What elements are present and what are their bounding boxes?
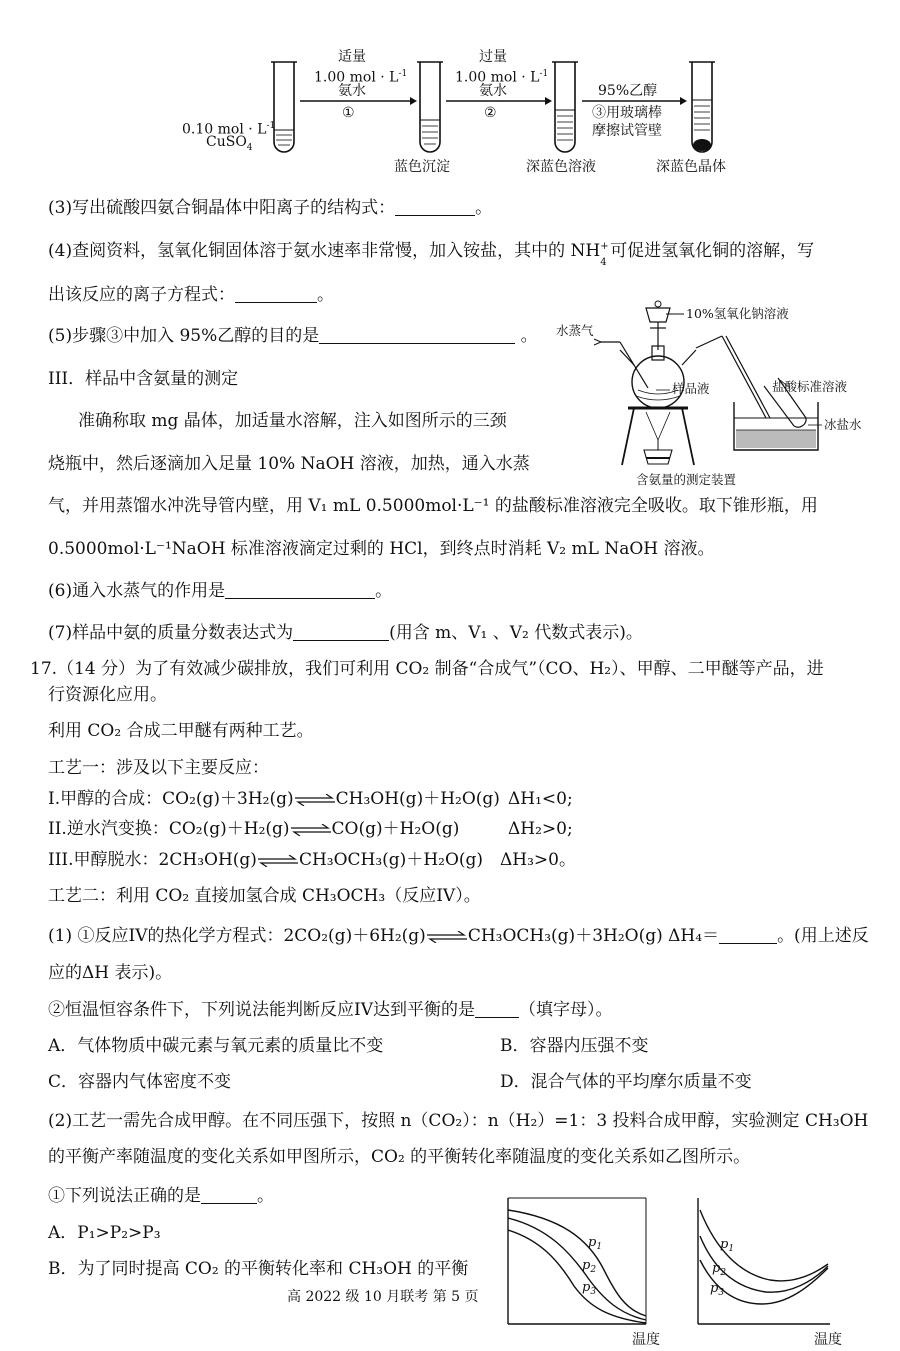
process-2-title: 工艺二：利用 CO₂ 直接加氢合成 CH₃OCH₃（反应IV）。 — [48, 886, 481, 906]
start-solute: CuSO$_4$ — [206, 134, 253, 153]
x-axis-label: 温度 — [632, 1332, 660, 1348]
answer-blank[interactable] — [719, 927, 777, 944]
step3-line2: 摩擦试管壁 — [592, 123, 662, 139]
reaction-3-dh: ΔH₃>0。 — [500, 850, 576, 870]
chart-yi — [690, 1190, 860, 1350]
ice-bath — [734, 402, 818, 450]
question-2-option-a: A．P₁>P₂>P₃ — [48, 1223, 161, 1243]
paragraph-line-c: 气，并用蒸馏水冲洗导管内壁，用 V₁ mL 0.5000mol·L⁻¹ 的盐酸标准溶液完全吸收。取下锥形瓶，用 — [48, 496, 818, 516]
option-a: A．气体物质中碳元素与氧元素的质量比不变 — [48, 1036, 384, 1056]
apparatus-caption: 含氨量的测定装置 — [636, 472, 737, 487]
reaction-2-dh: ΔH₂>0; — [508, 819, 573, 839]
tube-3 — [552, 62, 578, 152]
step3-top: 95%乙醇 — [598, 83, 658, 99]
tube-4 — [689, 62, 715, 152]
paragraph-line-a: 准确称取 mg 晶体，加适量水溶解，注入如图所示的三颈 — [78, 411, 507, 431]
label-steam: 水蒸气 — [556, 323, 594, 338]
label-sample: 样品液 — [672, 381, 710, 396]
question-2-line2: 的平衡产率随温度的变化关系如甲图所示，CO₂ 的平衡转化率随温度的变化关系如乙图所示。 — [48, 1147, 751, 1167]
equilibrium-arrow — [294, 794, 336, 806]
question-3: (3)写出硫酸四氨合铜晶体中阳离子的结构式： 。 — [48, 198, 493, 218]
equilibrium-arrow — [290, 824, 332, 836]
tube2-label: 蓝色沉淀 — [394, 159, 450, 175]
question-4-line1: (4)查阅资料，氢氧化铜固体溶于氨水速率非常慢，加入铵盐，其中的 NH + 4 可促进氢氧化铜的溶解，写 — [48, 241, 815, 268]
axes — [508, 1198, 646, 1324]
outlet-tube — [696, 336, 770, 418]
reaction-1: I.甲醇的合成：CO₂(g)＋3H₂(g) CH₃OH(g)＋H₂O(g) — [48, 789, 500, 809]
page-footer: 高 2022 级 10 月联考 第 5 页 — [287, 1289, 479, 1305]
option-b: B．容器内压强不变 — [500, 1036, 649, 1056]
question-1-1: (1) ①反应IV的热化学方程式：2CO₂(g)＋6H₂(g) CH₃OCH₃(g)＋3H₂O(g) ΔH₄＝ 。(用上述反 — [48, 926, 869, 946]
step1-number: ① — [342, 105, 355, 121]
chart-jia — [500, 1190, 670, 1350]
legend-p3: $p_3$ — [710, 1281, 725, 1298]
legend-p2: $p_2$ — [712, 1261, 727, 1278]
label-hcl: 盐酸标准溶液 — [772, 379, 848, 394]
question-4-line2: 出该反应的离子方程式： 。 — [48, 285, 334, 305]
answer-blank[interactable] — [395, 199, 475, 216]
legend-p1: $p_1$ — [588, 1235, 603, 1252]
answer-blank[interactable] — [201, 1187, 257, 1204]
answer-blank[interactable] — [293, 624, 389, 641]
answer-blank[interactable] — [225, 582, 375, 599]
question-17-line1: 17.（14 分）为了有效减少碳排放，我们可利用 CO₂ 制备“合成气”（CO、H₂）、甲醇、二甲醚等产品，进 — [30, 659, 824, 679]
label-ice: 冰盐水 — [824, 417, 862, 432]
question-2-line1: (2)工艺一需先合成甲醇。在不同压强下，按照 n（CO₂）：n（H₂）=1：3 投料合成甲醇，实验测定 CH₃OH — [48, 1111, 869, 1131]
process-1-title: 工艺一：涉及以下主要反应： — [48, 758, 269, 778]
reaction-1-dh: ΔH₁<0; — [508, 789, 573, 809]
reaction-3: III.甲醇脱水：2CH₃OH(g) CH₃OCH₃(g)＋H₂O(g) — [48, 850, 484, 870]
section-3-title: III．样品中含氨量的测定 — [48, 369, 239, 389]
ring-stand — [622, 408, 694, 465]
answer-blank[interactable] — [319, 327, 515, 344]
step2-top: 过量 — [479, 49, 507, 65]
step2-number: ② — [484, 105, 497, 121]
step2-reagent: 氨水 — [479, 83, 507, 99]
start-concentration: 0.10 mol · $L^{-1}$ — [182, 121, 276, 138]
step1-top: 适量 — [338, 49, 366, 65]
tube3-label: 深蓝色溶液 — [526, 159, 596, 175]
curve-p3 — [508, 1230, 646, 1323]
question-1-line2: 应的ΔH 表示)。 — [48, 963, 173, 983]
step1-reagent: 氨水 — [338, 83, 366, 99]
equilibrium-arrow — [426, 931, 468, 943]
intro-line: 利用 CO₂ 合成二甲醚有两种工艺。 — [48, 721, 314, 741]
label-naoh: 10%氢氧化钠溶液 — [686, 306, 789, 321]
legend-p3: $p_3$ — [582, 1280, 597, 1297]
answer-blank[interactable] — [235, 286, 317, 303]
equilibrium-arrow — [257, 855, 299, 867]
question-5: (5)步骤③中加入 95%乙醇的目的是 。 — [48, 326, 538, 346]
legend-p2: $p_2$ — [582, 1258, 597, 1275]
tube4-label: 深蓝色晶体 — [656, 159, 726, 175]
tube-2 — [417, 62, 443, 152]
dropping-funnel — [646, 301, 684, 350]
x-axis-label: 温度 — [814, 1332, 842, 1348]
step1-conc: 1.00 mol · $L^{-1}$ — [314, 69, 408, 86]
curve-p2 — [508, 1218, 646, 1320]
answer-blank[interactable] — [475, 1001, 519, 1018]
question-2-1: ①下列说法正确的是 。 — [48, 1186, 274, 1206]
reaction-2: II.逆水汽变换：CO₂(g)＋H₂(g) CO(g)＋H₂O(g) — [48, 819, 460, 839]
question-6: (6)通入水蒸气的作用是 。 — [48, 581, 393, 601]
option-d: D．混合气体的平均摩尔质量不变 — [500, 1072, 752, 1092]
question-17-line2: 行资源化应用。 — [48, 685, 167, 705]
three-neck-flask — [620, 346, 696, 408]
question-2-option-b: B．为了同时提高 CO₂ 的平衡转化率和 CH₃OH 的平衡 — [48, 1259, 469, 1279]
paragraph-line-d: 0.5000mol·L⁻¹NaOH 标准溶液滴定过剩的 HCl，到终点时消耗 V₂ mL NaOH 溶液。 — [48, 539, 715, 559]
step3-line1: ③用玻璃棒 — [592, 105, 662, 121]
legend-p1: $p_1$ — [720, 1237, 735, 1254]
option-c: C．容器内气体密度不变 — [48, 1072, 232, 1092]
question-7: (7)样品中氨的质量分数表达式为 (用含 m、V₁ 、V₂ 代数式表示)。 — [48, 623, 643, 643]
question-1-2: ②恒温恒容条件下，下列说法能判断反应IV达到平衡的是 （填字母）。 — [48, 1000, 613, 1020]
paragraph-line-b: 烧瓶中，然后逐滴加入足量 10% NaOH 溶液，加热，通入水蒸 — [48, 454, 530, 474]
step2-conc: 1.00 mol · $L^{-1}$ — [455, 69, 549, 86]
